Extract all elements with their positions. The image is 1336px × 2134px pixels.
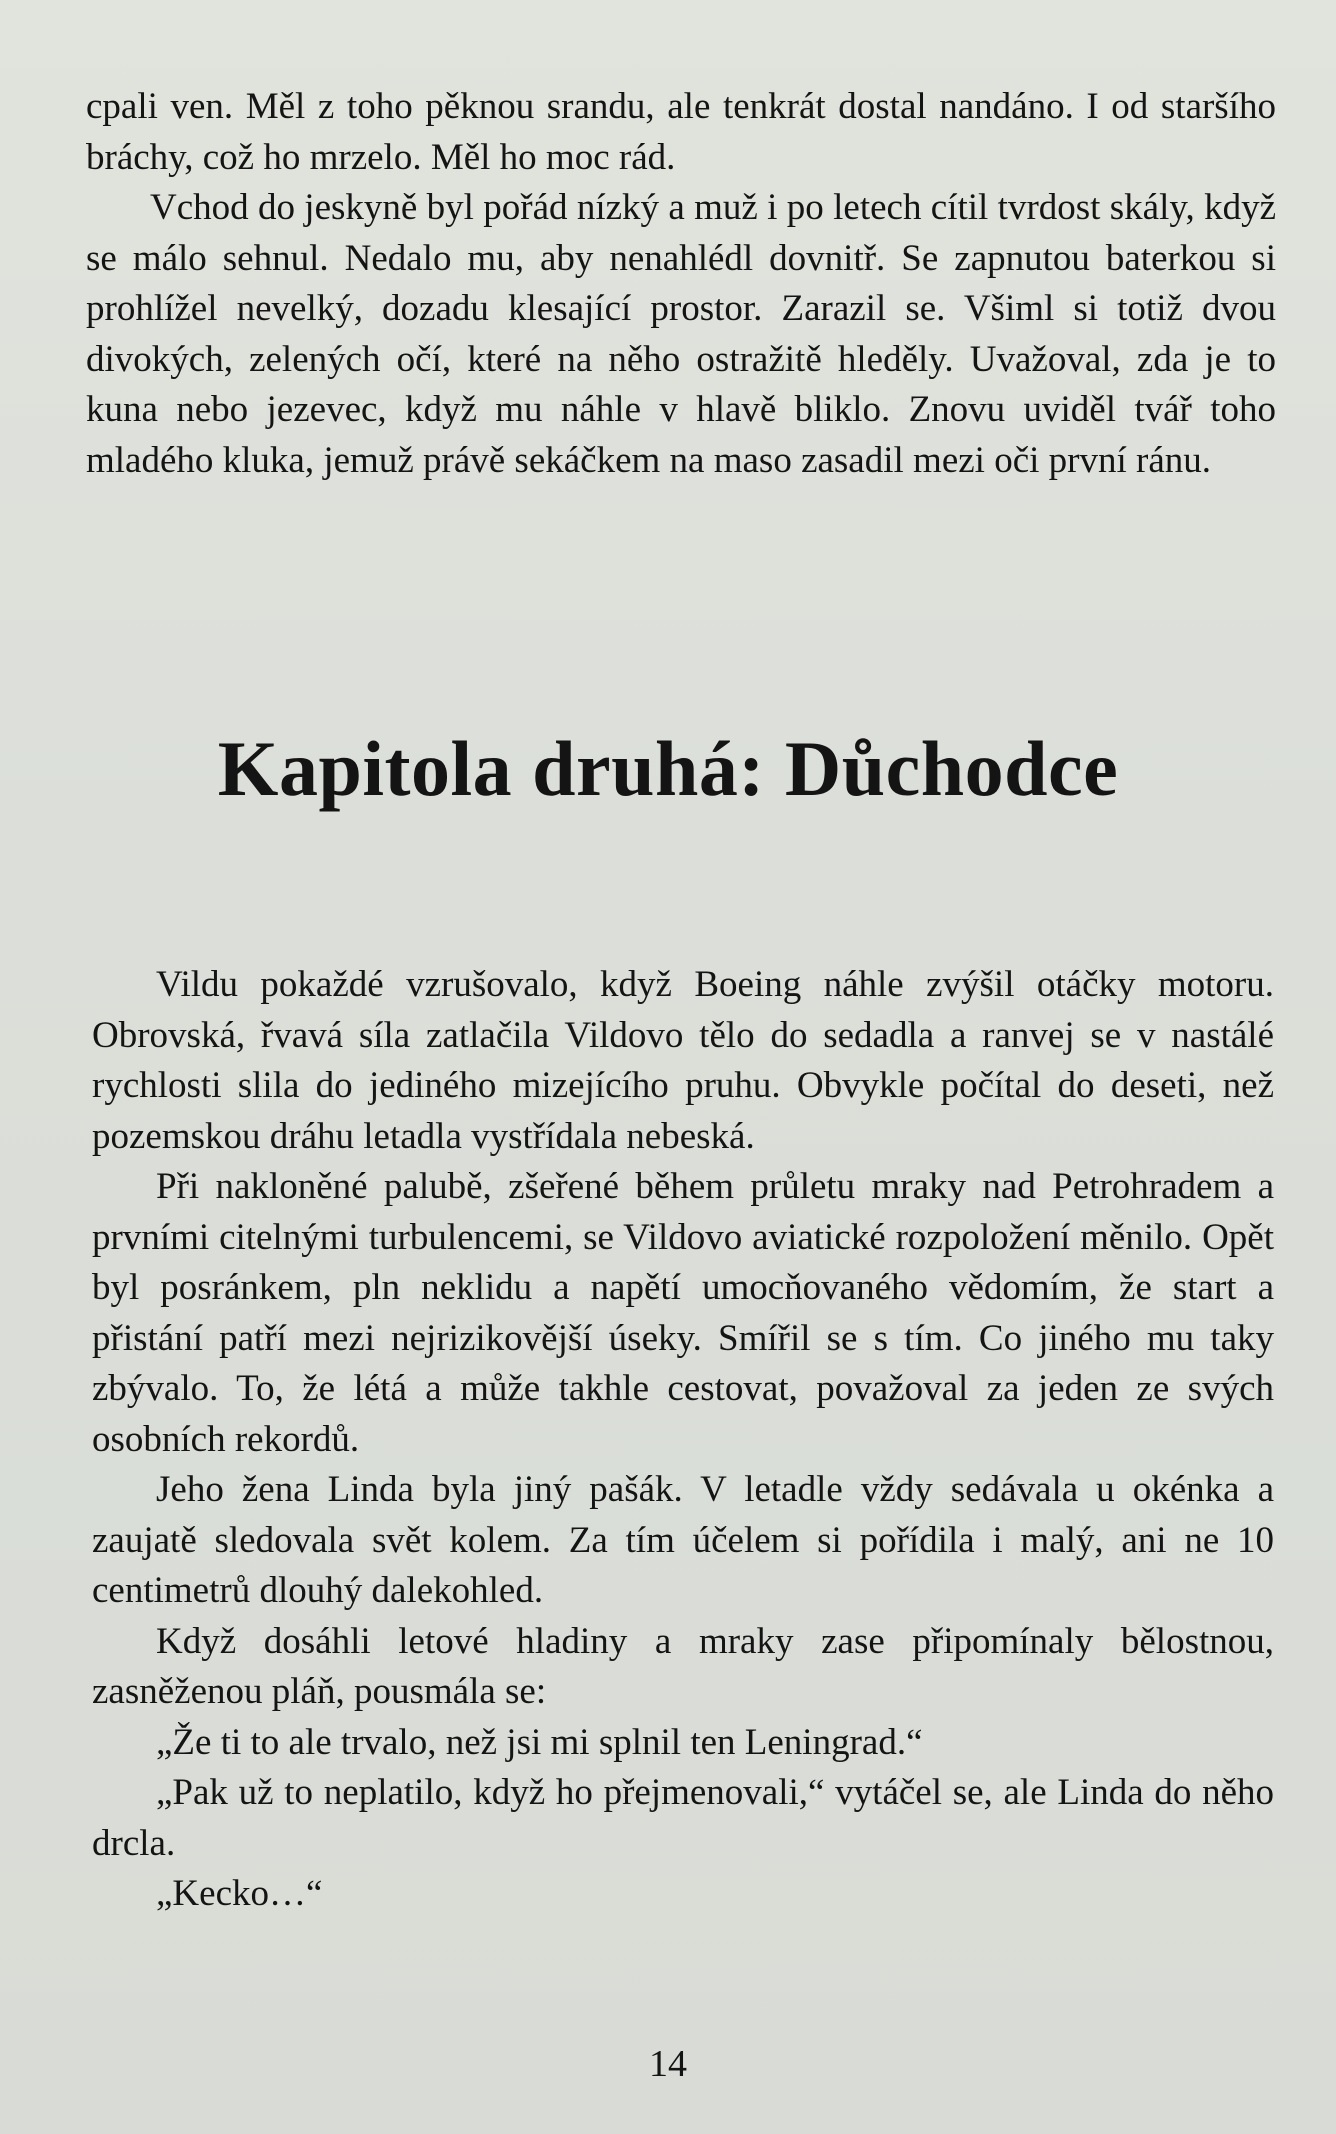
paragraph: Jeho žena Linda byla jiný pašák. V letadle vždy sedávala u okénka a zaujatě sledovala svět kolem. Za tím účelem si pořídila i malý, ani ne 10 centimetrů dlouhý dalekohled. (92, 1469, 1274, 1611)
dialogue-line: „Že ti to ale trvalo, než jsi mi splnil ten Leningrad.“ (156, 1721, 923, 1763)
paragraph: Vchod do jeskyně byl pořád nízký a muž i po letech cítil tvrdost skály, když se málo sehnul. Nedalo mu, aby nenahlédl dovnitř. Se zapnutou baterkou si prohlížel nevelký, dozadu klesající prostor. Zarazil se. Všiml si totiž dvou divokých, zelených očí, které na něho ostražitě hleděly. Uvažoval, zda je to kuna nebo jezevec, když mu náhle v hlavě bliklo. Znovu uviděl tvář toho mladého kluka, jemuž právě sekáčkem na maso zasadil mezi oči první ránu. (86, 187, 1276, 481)
paragraph: cpali ven. Měl z toho pěknou srandu, ale tenkrát dostal nandáno. I od staršího bráchy, což ho mrzelo. Měl ho moc rád. (86, 86, 1276, 178)
paragraph: Při nakloněné palubě, zšeřené během průletu mraky nad Petrohradem a prvními citelnými turbulencemi, se Vildovo aviatické rozpoložení měnilo. Opět byl posránkem, pln neklidu a napětí umocňovaného vědomím, že start a přistání patří mezi nejrizikovější úseky. Smířil se s tím. Co jiného mu taky zbývalo. To, že létá a může takhle cestovat, považoval za jeden ze svých osobních rekordů. (92, 1166, 1274, 1460)
page-number: 14 (649, 2043, 687, 2085)
dialogue-line: „Kecko…“ (156, 1873, 323, 1914)
dialogue-line: „Pak už to neplatilo, když ho přejmenovali,“ vytáčel se, ale Linda do něho drcla. (92, 1772, 1274, 1864)
paragraph: Když dosáhli letové hladiny a mraky zase připomínaly bělostnou, zasněženou pláň, pousmála se: (92, 1620, 1274, 1712)
previous-chapter-ending (86, 82, 1276, 486)
chapter-title: Kapitola druhá: Důchodce (217, 725, 1119, 812)
paragraph: Vildu pokaždé vzrušovalo, když Boeing náhle zvýšil otáčky motoru. Obrovská, řvavá síla zatlačila Vildovo tělo do sedadla a ranvej se v nastálé rychlosti slila do jediného mizejícího pruhu. Obvykle počítal do deseti, než pozemskou dráhu letadla vystřídala nebeská. (92, 964, 1274, 1157)
chapter-body (92, 960, 1274, 1920)
